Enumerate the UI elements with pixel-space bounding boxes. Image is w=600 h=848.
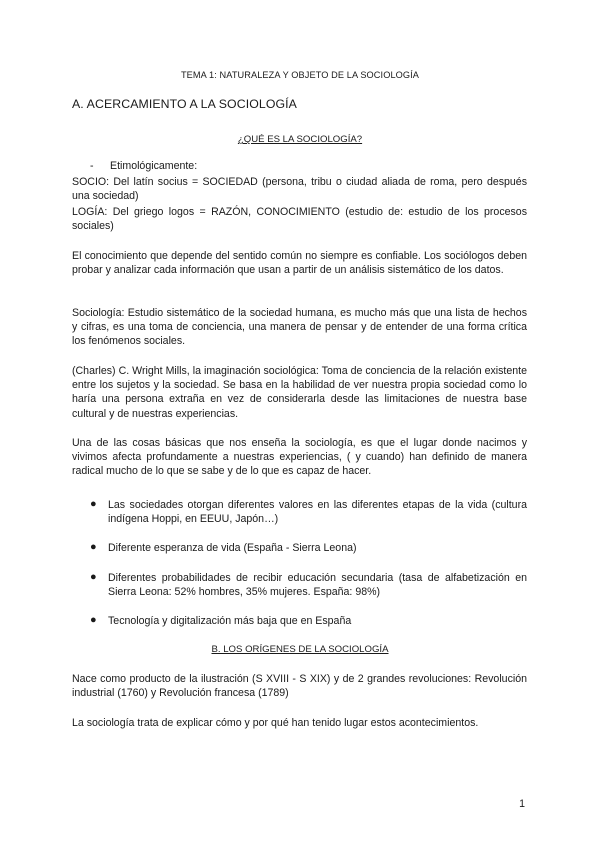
paragraph-common-sense: El conocimiento que depende del sentido común no siempre es confiable. Los sociólogos deben probar y analizar cada información que usan a partir de un análisis sistemático de los datos.: [72, 250, 527, 277]
section-a-heading: A. ACERCAMIENTO A LA SOCIOLOGÍA: [72, 97, 297, 111]
list-item-text: Diferente esperanza de vida (España - Sierra Leona): [108, 542, 357, 554]
document-title: TEMA 1: NATURALEZA Y OBJETO DE LA SOCIOLOGÍA: [180, 70, 420, 80]
list-item-text: Las sociedades otorgan diferentes valores en las diferentes etapas de la vida (cultura indígena Hoppi, en EEUU, Japón…): [108, 499, 527, 526]
bullet-marker: ●: [90, 541, 97, 553]
etymology-socio: SOCIO: Del latín socius = SOCIEDAD (persona, tribu o ciudad aliada de roma, pero después una sociedad): [72, 176, 527, 203]
paragraph-explain: La sociología trata de explicar cómo y por qué han tenido lugar estos acontecimientos.: [72, 717, 479, 729]
list-item-text: Tecnología y digitalización más baja que en España: [108, 615, 352, 627]
dash-marker: -: [90, 160, 94, 172]
bullet-marker: ●: [90, 614, 97, 626]
paragraph-origins: Nace como producto de la ilustración (S XVIII - S XIX) y de 2 grandes revoluciones: Revolución industrial (1760) y Revolución francesa (1789): [72, 673, 527, 700]
page-number: 1: [519, 798, 525, 810]
etymology-intro-text: Etimológicamente:: [110, 160, 198, 172]
section-b-heading: B. LOS ORÍGENES DE LA SOCIOLOGÍA: [211, 644, 389, 655]
what-is-sociology-heading: ¿QUÉ ES LA SOCIOLOGÍA?: [237, 134, 363, 145]
list-item-text: Diferentes probabilidades de recibir educación secundaria (tasa de alfabetización en Sierra Leona: 52% hombres, 35% mujeres. España: 98%): [108, 572, 527, 599]
bullet-marker: ●: [90, 571, 97, 583]
bullet-marker: ●: [90, 498, 97, 510]
paragraph-wright-mills: (Charles) C. Wright Mills, la imaginación sociológica: Toma de conciencia de la relación existente entre los sujetos y la sociedad. Se basa en la habilidad de ver nuestra propia sociedad como lo haría una persona extraña en vez de considerarla desde las limitaciones de nuestra base cultural y de nuestras experiencias.: [72, 365, 527, 420]
etymology-logia: LOGÍA: Del griego logos = RAZÓN, CONOCIMIENTO (estudio de: estudio de los procesos sociales): [72, 206, 527, 233]
paragraph-place-of-birth: Una de las cosas básicas que nos enseña la sociología, es que el lugar donde nacimos y vivimos afecta profundamente a nuestras experiencias, ( y cuando) han definido de manera radical mucho de lo que se sabe y de lo que es capaz de hacer.: [72, 437, 527, 478]
paragraph-definition: Sociología: Estudio sistemático de la sociedad humana, es mucho más que una lista de hechos y cifras, es una toma de conciencia, una manera de pensar y de entender de una forma crítica los fenómenos sociales.: [72, 307, 527, 348]
